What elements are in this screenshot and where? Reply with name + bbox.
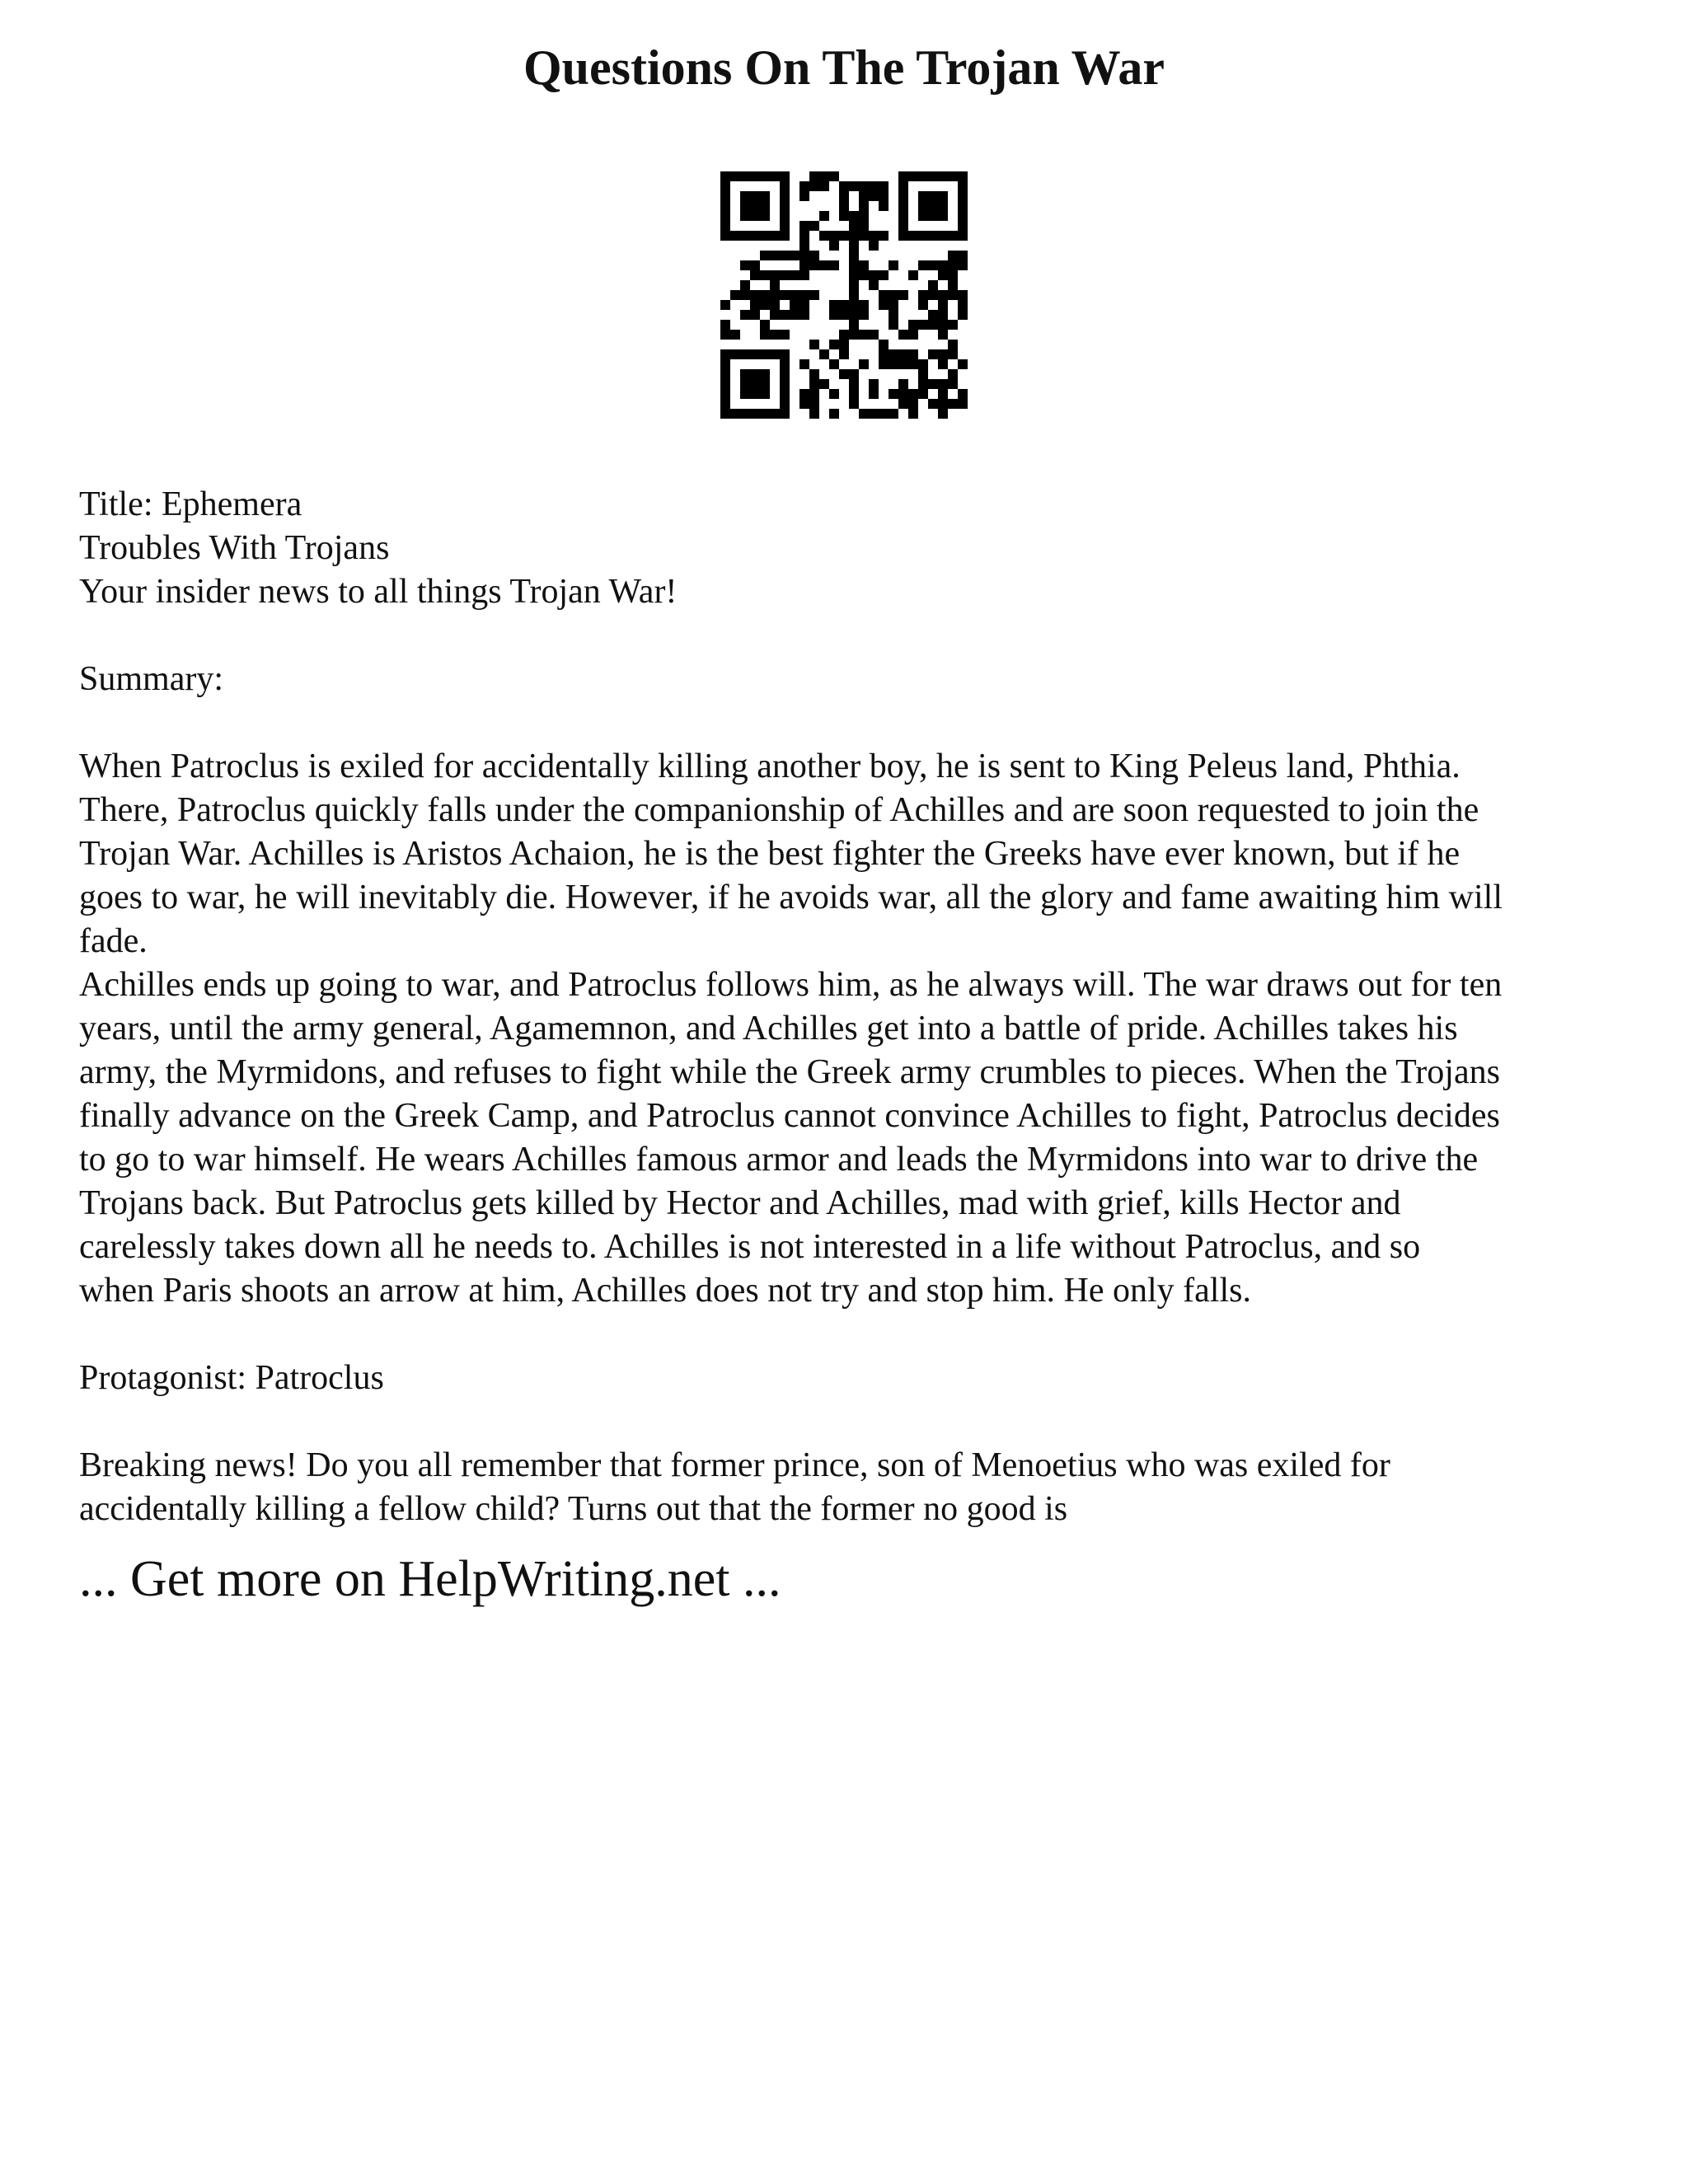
get-more-link[interactable]: ... Get more on HelpWriting.net ... [79, 1551, 781, 1607]
protagonist-line: Protagonist: Patroclus [79, 1359, 384, 1397]
document-title: Questions On The Trojan War [523, 40, 1165, 95]
text-line: When Patroclus is exiled for accidentally killing another boy, he is sent to King Peleus land, Phthia. [79, 748, 1461, 785]
text-line: army, the Myrmidons, and refuses to fight while the Greek army crumbles to pieces. When the Trojans [79, 1053, 1500, 1091]
meta-title-line: Title: Ephemera [79, 485, 302, 523]
text-line: years, until the army general, Agamemnon, and Achilles get into a battle of pride. Achilles takes his [79, 1010, 1458, 1047]
meta-column-line: Troubles With Trojans [79, 529, 390, 567]
meta-tagline-line: Your insider news to all things Trojan War! [79, 573, 678, 611]
text-line: when Paris shoots an arrow at him, Achilles does not try and stop him. He only falls. [79, 1272, 1251, 1310]
qr-code-icon [720, 171, 968, 419]
text-line: carelessly takes down all he needs to. Achilles is not interested in a life without Patroclus, and so [79, 1228, 1421, 1266]
spacer [79, 701, 1629, 745]
text-line: fade. [79, 922, 148, 960]
document-body [79, 483, 1629, 1531]
spacer [79, 614, 1629, 658]
text-line: Trojans back. But Patroclus gets killed by Hector and Achilles, mad with grief, kills Hector and [79, 1184, 1401, 1222]
text-line: goes to war, he will inevitably die. However, if he avoids war, all the glory and fame awaiting him will [79, 879, 1503, 916]
text-line: accidentally killing a fellow child? Turns out that the former no good is [79, 1490, 1068, 1528]
text-line: to go to war himself. He wears Achilles famous armor and leads the Myrmidons into war to drive the [79, 1141, 1479, 1179]
text-line: Breaking news! Do you all remember that former prince, son of Menoetius who was exiled for [79, 1446, 1390, 1484]
text-line: Achilles ends up going to war, and Patroclus follows him, as he always will. The war draws out for ten [79, 966, 1503, 1004]
spacer [79, 1313, 1629, 1357]
summary-label: Summary: [79, 660, 223, 698]
summary-paragraph-1 [79, 745, 1629, 963]
spacer [79, 1400, 1629, 1444]
text-line: There, Patroclus quickly falls under the companionship of Achilles and are soon requested to join the [79, 791, 1479, 829]
text-line: finally advance on the Greek Camp, and Patroclus cannot convince Achilles to fight, Patroclus decides [79, 1097, 1500, 1135]
text-line: Trojan War. Achilles is Aristos Achaion, he is the best fighter the Greeks have ever known, but if he [79, 835, 1461, 873]
breaking-news-paragraph [79, 1444, 1629, 1531]
summary-paragraph-2 [79, 963, 1629, 1313]
